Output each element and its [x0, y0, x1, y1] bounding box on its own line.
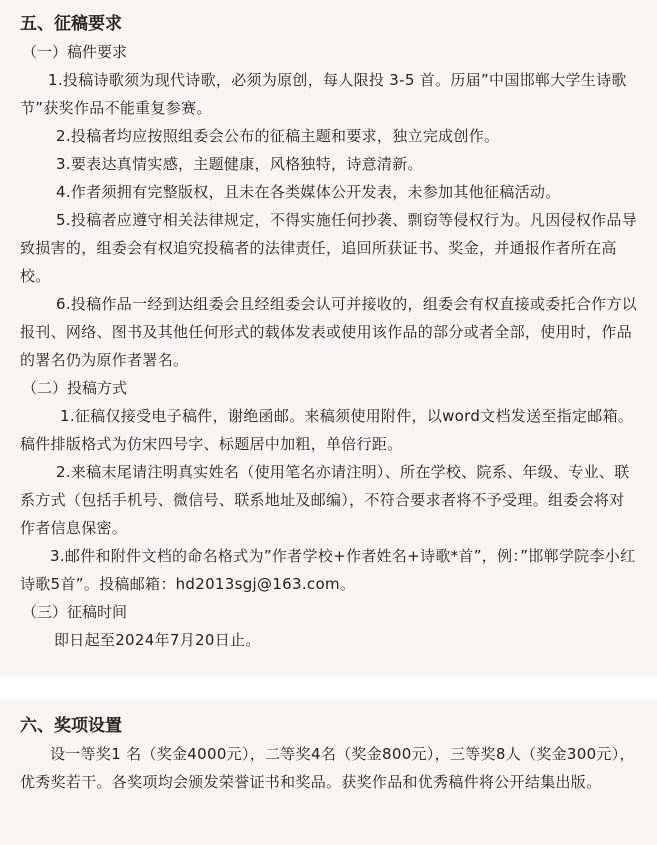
- requirement-item-1: 1.投稿诗歌须为现代诗歌，必须为原创，每人限投 3-5 首。历届”中国邯郸大学生诗歌节”获奖作品不能重复参赛。: [20, 71, 627, 117]
- requirement-item-6: 6.投稿作品一经到达组委会且经组委会认可并接收的，组委会有权直接或委托合作方以报刊、网络、图书及其他任何形式的载体发表或使用该作品的部分或者全部，使用时，作品的署名仍为原作者署名。: [20, 295, 638, 369]
- requirement-item-5: 5.投稿者应遵守相关法律规定，不得实施任何抄袭、剽窃等侵权行为。凡因侵权作品导致损害的，组委会有权追究投稿者的法律责任，追回所获证书、奖金，并通报作者所在高校。: [20, 211, 638, 285]
- submission-period-text: 即日起至2024年7月20日止。: [54, 631, 261, 649]
- submission-method-item-1: 1.征稿仅接受电子稿件，谢绝函邮。来稿须使用附件，以word文档发送至指定邮箱。稿件排版格式为仿宋四号字、标题居中加粗，单倍行距。: [20, 407, 634, 453]
- section-6-panel: [0, 700, 657, 845]
- requirement-item-2: 2.投稿者均应按照组委会公布的征稿主题和要求，独立完成创作。: [56, 127, 500, 145]
- requirement-item-3: 3.要表达真情实感，主题健康，风格独特，诗意清新。: [56, 155, 423, 173]
- section-6-title: 六、奖项设置: [20, 716, 122, 736]
- requirement-item-4: 4.作者须拥有完整版权，且未在各类媒体公开发表，未参加其他征稿活动。: [56, 183, 561, 201]
- submission-method-item-2: 2.来稿末尾请注明真实姓名（使用笔名亦请注明）、所在学校、院系、年级、专业、联系方式（包括手机号、微信号、联系地址及邮编），不符合要求者将不予受理。组委会将对作者信息保密。: [20, 463, 630, 537]
- submission-method-item-3: 3.邮件和附件文档的命名格式为”作者学校+作者姓名+诗歌*首”，例：”邯郸学院李小红诗歌5首”。投稿邮箱：hd2013sgj@163.com。: [20, 547, 636, 593]
- subsection-manuscript-requirements-title: （一）稿件要求: [22, 43, 128, 61]
- subsection-submission-period-title: （三）征稿时间: [22, 603, 128, 621]
- section-5-title: 五、征稿要求: [20, 14, 122, 34]
- awards-text: 设一等奖1 名（奖金4000元），二等奖4名（奖金800元），三等奖8人（奖金300元），优秀奖若干。各奖项均会颁发荣誉证书和奖品。获奖作品和优秀稿件将公开结集出版。: [20, 745, 635, 791]
- subsection-submission-method-title: （二）投稿方式: [22, 379, 128, 397]
